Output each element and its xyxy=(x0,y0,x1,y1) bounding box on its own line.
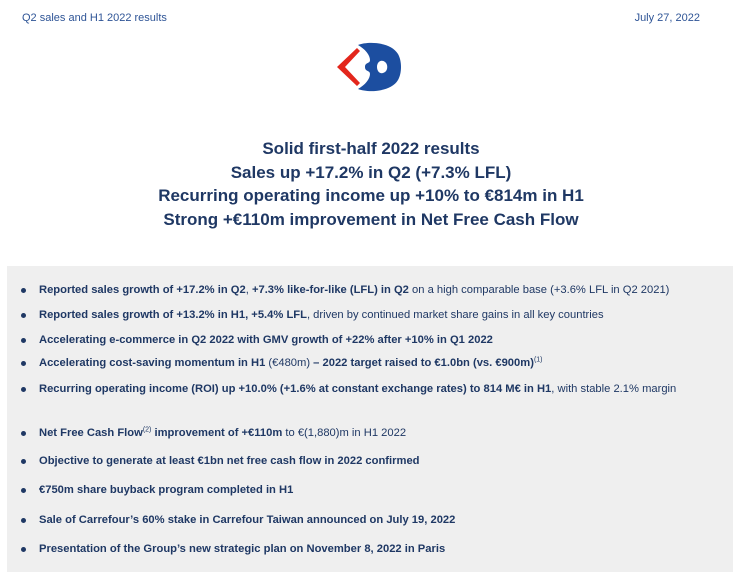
highlight-bold: Recurring operating income (ROI) up +10.0% (+1.6% at constant exchange rates) to 814 M€ in H1 xyxy=(39,383,552,395)
highlight-bold: Sale of Carrefour’s 60% stake in Carrefour Taiwan announced on July 19, 2022 xyxy=(39,514,456,526)
highlight-bold: Net Free Cash Flow xyxy=(39,427,143,439)
bullet-dot-icon xyxy=(21,547,26,552)
headline-4: Strong +€110m improvement in Net Free Cash Flow xyxy=(163,209,579,229)
headline-2: Sales up +17.2% in Q2 (+7.3% LFL) xyxy=(230,162,512,182)
highlight-bold: €750m share buyback program completed in H1 xyxy=(39,484,294,496)
highlight-bold: +7.3% like-for-like (LFL) in Q2 xyxy=(251,284,409,296)
highlight-bold: Accelerating cost-saving momentum in H1 xyxy=(39,357,266,369)
bullet-dot-icon xyxy=(21,488,26,493)
highlight-text: , xyxy=(245,284,252,296)
highlight-text: , driven by continued market share gains in all key countries xyxy=(306,309,604,321)
headline-block xyxy=(0,137,742,231)
highlight-bold: Accelerating e-commerce in Q2 2022 with GMV growth of +22% after +10% in Q1 2022 xyxy=(39,334,493,346)
bullet-dot-icon xyxy=(21,518,26,523)
footnote-ref: (2) xyxy=(142,426,152,434)
bullet-dot-icon xyxy=(21,288,26,293)
document-date: July 27, 2022 xyxy=(634,12,700,24)
headline-1: Solid first-half 2022 results xyxy=(262,139,480,158)
bullet-dot-icon xyxy=(21,459,26,464)
highlight-text: to €(1,880)m in H1 2022 xyxy=(282,427,407,439)
bullet-dot-icon xyxy=(21,361,26,366)
highlight-text: , with stable 2.1% margin xyxy=(551,383,677,395)
carrefour-logo-icon xyxy=(331,42,409,92)
highlights-box xyxy=(7,266,733,572)
document-subject: Q2 sales and H1 2022 results xyxy=(22,12,167,24)
bullet-dot-icon xyxy=(21,431,26,436)
highlight-bold: Reported sales growth of +17.2% in Q2 xyxy=(39,284,246,296)
bullet-dot-icon xyxy=(21,338,26,343)
highlight-bold: improvement of +€110m xyxy=(151,427,283,439)
bullet-dot-icon xyxy=(21,387,26,392)
bullet-dot-icon xyxy=(21,313,26,318)
highlight-bold: Presentation of the Group’s new strategic plan on November 8, 2022 in Paris xyxy=(39,543,446,555)
highlight-text: (€480m) xyxy=(265,357,314,369)
headline-3: Recurring operating income up +10% to €814m in H1 xyxy=(158,186,584,205)
highlight-text: on a high comparable base (+3.6% LFL in Q2 2021) xyxy=(408,284,670,296)
footnote-ref: (1) xyxy=(533,356,543,364)
highlight-bold: – 2022 target raised to €1.0bn (vs. €900m) xyxy=(313,357,534,369)
highlight-bold: Objective to generate at least €1bn net free cash flow in 2022 confirmed xyxy=(39,455,420,467)
highlight-bold: Reported sales growth of +13.2% in H1, +5.4% LFL xyxy=(39,309,307,321)
